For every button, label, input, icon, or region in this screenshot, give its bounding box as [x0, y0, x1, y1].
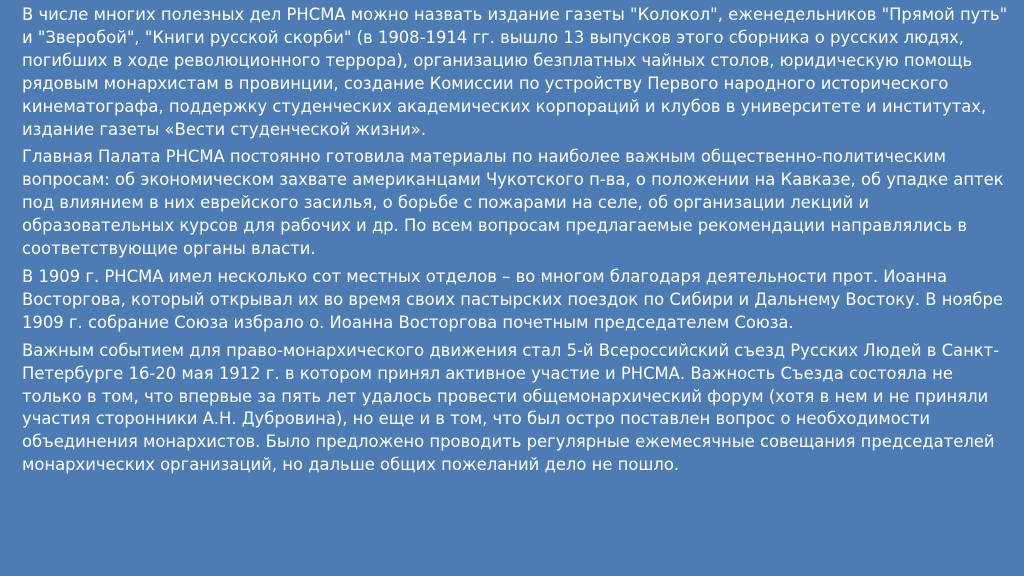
paragraph-publications: В числе многих полезных дел РНСМА можно назвать издание газеты "Колокол", еженедельников "Прямой путь" и "Зверобой", "Книги русской скорби" (в 1908-1914 гг. вышло 13 выпусков этого сборника о русских людях, погибших в ходе революционного террора), организацию безплатных чайных столов, юридическую помощь рядовым монархистам в провинции, создание Комиссии по устройству Первого народного исторического кинематографа, поддержку студенческих академических корпораций и клубов в университете и институтах, издание газеты «Вести студенческой жизни». — [22, 5, 1008, 139]
paragraph-congress: Важным событием для право-монархического движения стал 5-й Всероссийский съезд Русских Людей в Санкт-Петербурге 16-20 мая 1912 г. в котором принял активное участие и РНСМА. Важность Съезда состояла не только в том, что впервые за пять лет удалось провести общемонархический форум (хотя в нем и не приняли участия сторонники А.Н. Дубровина), но еще и в том, что был остро поставлен вопрос о необходимости объединения монархистов. Было предложено проводить регулярные ежемесячные совещания председателей монархических организаций, но дальше общих пожеланий дело не пошло. — [22, 340, 1000, 475]
paragraph-local-branches: В 1909 г. РНСМА имел несколько сот местных отделов – во многом благодаря деятельности прот. Иоанна Восторгова, который открывал их во время своих пастырских поездок по Сибири и Дальнему Востоку. В ноябре 1909 г. собрание Союза избрало о. Иоанна Восторгова почетным председателем Союза. — [22, 266, 1003, 332]
paragraph-main-chamber: Главная Палата РНСМА постоянно готовила материалы по наиболее важным общественно-политическим вопросам: об экономическом захвате американцами Чукотского п-ва, о положении на Кавказе, об упадке аптек под влиянием в них еврейского засилья, о борьбе с пожарами на селе, об организации лекций и образовательных курсов для рабочих и др. По всем вопросам предлагаемые рекомендации направлялись в соответствующие органы власти. — [22, 147, 1004, 259]
